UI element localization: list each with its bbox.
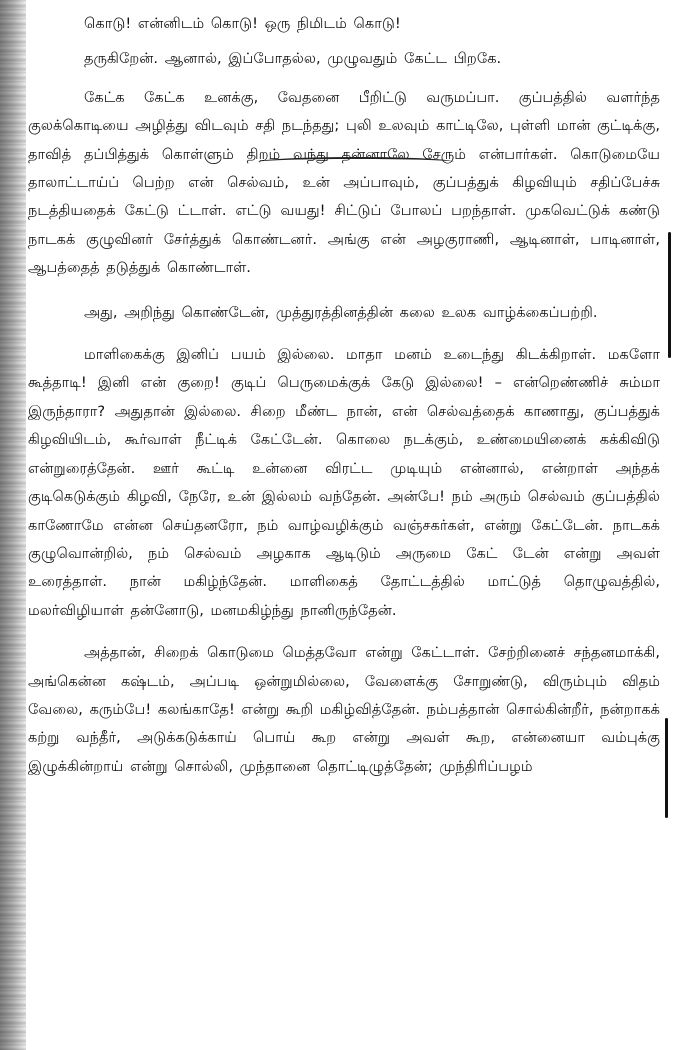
paragraph-6: அத்தான், சிறைக் கொடுமை மெத்தவோ என்று கேட்டாள். சேற்றினைச் சந்தனமாக்கி, அங்கென்ன கஷ்டம், அப்படி ஒன்றுமில்லை, வேளைக்கு சோறுண்டு, விரும்பும் விதம் வேலை, கரும்பே! கலங்காதே! என்று கூறி மகிழ்வித்தேன். நம்பத்தான் சொல்கின்றீர், நன்றாகக் கற்று வந்தீர், அடுக்கடுக்காய் பொய் கூற என்று அவள் கூற, என்னையா வம்புக்கு இழுக்கின்றாய் என்று சொல்லி, முந்தானை தொட்டிழுத்தேன்; முந்திரிப்பழம் xyxy=(28,644,660,775)
scan-shadow-edge xyxy=(0,0,26,1050)
paragraph-2: தருகிறேன். ஆனால், இப்போதல்ல, முழுவதும் கேட்ட பிறகே. xyxy=(84,50,502,68)
margin-bracket-mark xyxy=(665,718,668,818)
paragraph-1: கொடு! என்னிடம் கொடு! ஒரு நிமிடம் கொடு! xyxy=(84,15,401,32)
paragraph-5: மாளிகைக்கு இனிப் பயம் இல்லை. மாதா மனம் உடைந்து கிடக்கிறாள். மகளோ கூத்தாடி! இனி என் குறை! குடிப் பெருமைக்குக் கேடு இல்லை! – என்றெண்ணிச் சும்மா இருந்தாரா? அதுதான் இல்லை. சிறை மீண்ட நான், என் செல்வத்தைக் காணாது, குப்பத்துக் கிழவியிடம், கூர்வாள் நீட்டிக் கேட்டேன். கொலை நடக்கும், உண்மையினைக் கக்கிவிடு என்றுரைத்தேன். ஊர் கூட்டி உன்னை விரட்ட முடியும் என்னால், என்றாள் அந்தக் குடிகெடுக்கும் கிழவி, நேரே, உன் இல்லம் வந்தேன். அன்பே! நம் அரும் செல்வம் குப்பத்தில் காணோமே என்ன செய்தனரோ, நம் வாழ்வழிக்கும் வஞ்சகர்கள், என்று கேட்டேன். நாடகக் குழுவொன்றில், நம் செல்வம் அழகாக ஆடிடும் அருமை கேட் டேன் என்று அவள் உரைத்தாள். நான் மகிழ்ந்தேன். மாளிகைத் தோட்டத்தில் மாட்டுத் தொழுவத்தில், மலர்விழியாள் தன்னோடு, மனமகிழ்ந்து நானிருந்தேன். xyxy=(28,346,660,619)
handwritten-underline xyxy=(258,157,454,167)
margin-bracket-mark xyxy=(668,232,671,358)
paragraph-4: அது, அறிந்து கொண்டேன், முத்துரத்தினத்தின் கலை உலக வாழ்க்கைப்பற்றி. xyxy=(84,303,598,321)
document-page xyxy=(28,10,660,796)
paragraph-3: கேட்க கேட்க உனக்கு, வேதனை பீறிட்டு வருமப்பா. குப்பத்தில் வளர்ந்த குலக்கொடியை அழித்து விடவும் சதி நடந்தது; புலி உலவும் காட்டிலே, புள்ளி மான் குட்டிக்கு, தாவித் தப்பித்துக் கொள்ளும் திறம் வந்து தன்னாலே சேரும் என்பார்கள். கொடுமையே தாலாட்டாய்ப் பெற்ற என் செல்வம், உன் அப்பாவும், குப்பத்துக் கிழவியும் சதிப்பேச்சு நடத்தியதைக் கேட்டு ட்டாள். எட்டு வயது! சிட்டுப் போலப் பறந்தாள். முகவெட்டுக் கண்டு நாடகக் குழுவினர் சேர்த்துக் கொண்டனர். அங்கு என் அழகுராணி, ஆடினாள், பாடினாள், ஆபத்தைத் தடுத்துக் கொண்டாள். xyxy=(28,88,660,277)
